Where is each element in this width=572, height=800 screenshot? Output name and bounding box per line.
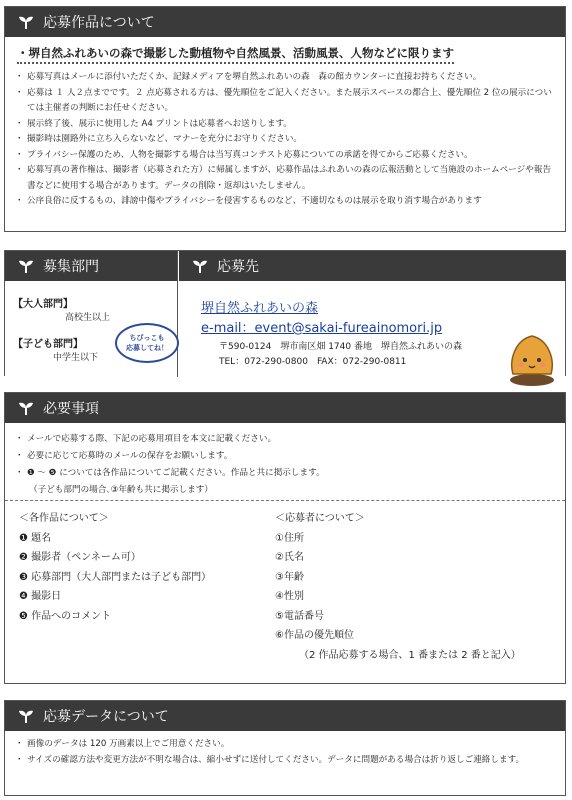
email-link[interactable]: e-mail：event@sakai-fureainomori.jp — [201, 321, 443, 336]
section-header — [179, 251, 566, 281]
list-item: ・ 応募は １ 人２点までです。２ 点応募される方は、優先順位をご記入ください。また展示スペースの都合上、優先順位 2 位の展示については主催者の判断にお任せください。 — [19, 86, 555, 117]
section-title: 応募作品について — [43, 15, 155, 31]
list-item: ・ 画像のデータは 120 万画素以上でご用意ください。 — [19, 737, 555, 753]
data-list — [5, 737, 565, 768]
list-item: ❹ 撮影日 — [19, 591, 62, 602]
section-title: 応募先 — [217, 259, 259, 275]
work-items — [19, 509, 211, 626]
list-item: ・ メールで応募する際、下記の応募用項目を本文に記載ください。 — [19, 431, 555, 448]
rules-list — [5, 70, 565, 210]
list-item: ❷ 撮影者（ペンネーム可） — [19, 552, 141, 563]
list-item: ・ ❶ ～ ❺ については各作品についてご記載ください。作品と共に掲示します。 — [19, 465, 555, 482]
sprout-icon — [191, 258, 209, 274]
adult-category — [13, 295, 110, 323]
list-item: ③年齢 — [275, 571, 304, 583]
section-requirements — [4, 392, 566, 684]
list-item: ②氏名 — [275, 552, 304, 563]
list-item: ④性別 — [275, 591, 304, 602]
child-label: 【子ども部門】 — [13, 339, 83, 350]
section-header — [5, 393, 565, 423]
bubble-text: ちびっこも 応募してね！ — [126, 334, 168, 352]
list-item: ・ プライバシー保護のため、人物を撮影する場合は当写真コンテスト応募についての承諾を得てからご応募ください。 — [19, 148, 555, 164]
list-item: ・ 公序良俗に反するもの、誹謗中傷やプライバシーを侵害するものなど、不適切なものは展示を取り消す場合があります — [19, 194, 555, 210]
list-item: ❸ 応募部門（大人部門または子ども部門） — [19, 571, 212, 583]
adult-label: 【大人部門】 — [13, 299, 73, 310]
list-item: ⑥作品の優先順位 — [275, 630, 354, 641]
section-header — [5, 251, 177, 281]
list-item: ❺ 作品へのコメント — [19, 610, 112, 622]
sprout-icon — [17, 400, 35, 416]
address: 〒590-0124 堺市南区畑 1740 番地 堺自然ふれあいの森 — [219, 342, 462, 352]
list-item: ①住所 — [275, 532, 304, 544]
sprout-icon — [17, 258, 35, 274]
divider — [177, 251, 178, 377]
speech-bubble — [115, 323, 179, 363]
child-desc: 中学生以下 — [53, 353, 99, 363]
section-title: 必要事項 — [43, 401, 99, 417]
column-head: ＜各作品について＞ — [19, 513, 109, 524]
section-title: 応募データについて — [43, 709, 169, 725]
list-item: ・ 応募写真はメールに添付いただくか、記録メディアを堺自然ふれあいの森 森の館カウンターに直接お持ちください。 — [19, 70, 555, 86]
section-entries — [4, 6, 566, 232]
list-item: ⑤電話番号 — [275, 610, 324, 622]
list-item: ・ 必要に応じて応募時のメールの保存をお願いします。 — [19, 448, 555, 465]
dashed-divider — [5, 500, 565, 501]
list-item: ・ 展示終了後、展示に使用した A4 プリントは応募者へお送りします。 — [19, 117, 555, 133]
requirements-list — [5, 431, 565, 482]
column-head: ＜応募者について＞ — [275, 513, 365, 524]
note: （子ども部門の場合､③年齢も共に掲示します） — [29, 485, 213, 495]
right-note: （2 作品応募する場合、1 番または 2 番と記入） — [299, 649, 521, 661]
applicant-items — [275, 509, 521, 665]
section-categories — [4, 250, 566, 376]
section-data — [4, 700, 566, 796]
section-header — [5, 701, 565, 731]
list-item: ・ 応募写真の著作権は、撮影者（応募された方）に帰属しますが、応募作品はふれあいの森の広報活動として当施設のホームページや報告書などに使用する場合があります。データの削除・返却はいたしません。 — [19, 163, 555, 194]
child-category — [13, 335, 98, 363]
list-item: ・ 撮影時は園路外に立ち入らないなど、マナーを充分にお守りください。 — [19, 132, 555, 148]
section-header — [5, 7, 565, 37]
sprout-icon — [17, 708, 35, 724]
list-item: ❶ 題名 — [19, 532, 52, 544]
adult-desc: 高校生以上 — [65, 313, 111, 323]
org-name: 堺自然ふれあいの森 — [201, 301, 319, 316]
list-item: ・ サイズの確認方法や変更方法が不明な場合は、縮小せずに送付してください。データに問題がある場合は折り返しご連絡します。 — [19, 753, 555, 769]
section-title: 募集部門 — [43, 259, 99, 275]
lead-text: ・堺自然ふれあいの森で撮影した動植物や自然風景、活動風景、人物などに限ります — [17, 45, 454, 64]
sprout-icon — [17, 14, 35, 30]
chestnut-mascot-icon — [503, 330, 561, 388]
phone-fax: TEL：072-290-0800 FAX：072-290-0811 — [219, 357, 407, 367]
